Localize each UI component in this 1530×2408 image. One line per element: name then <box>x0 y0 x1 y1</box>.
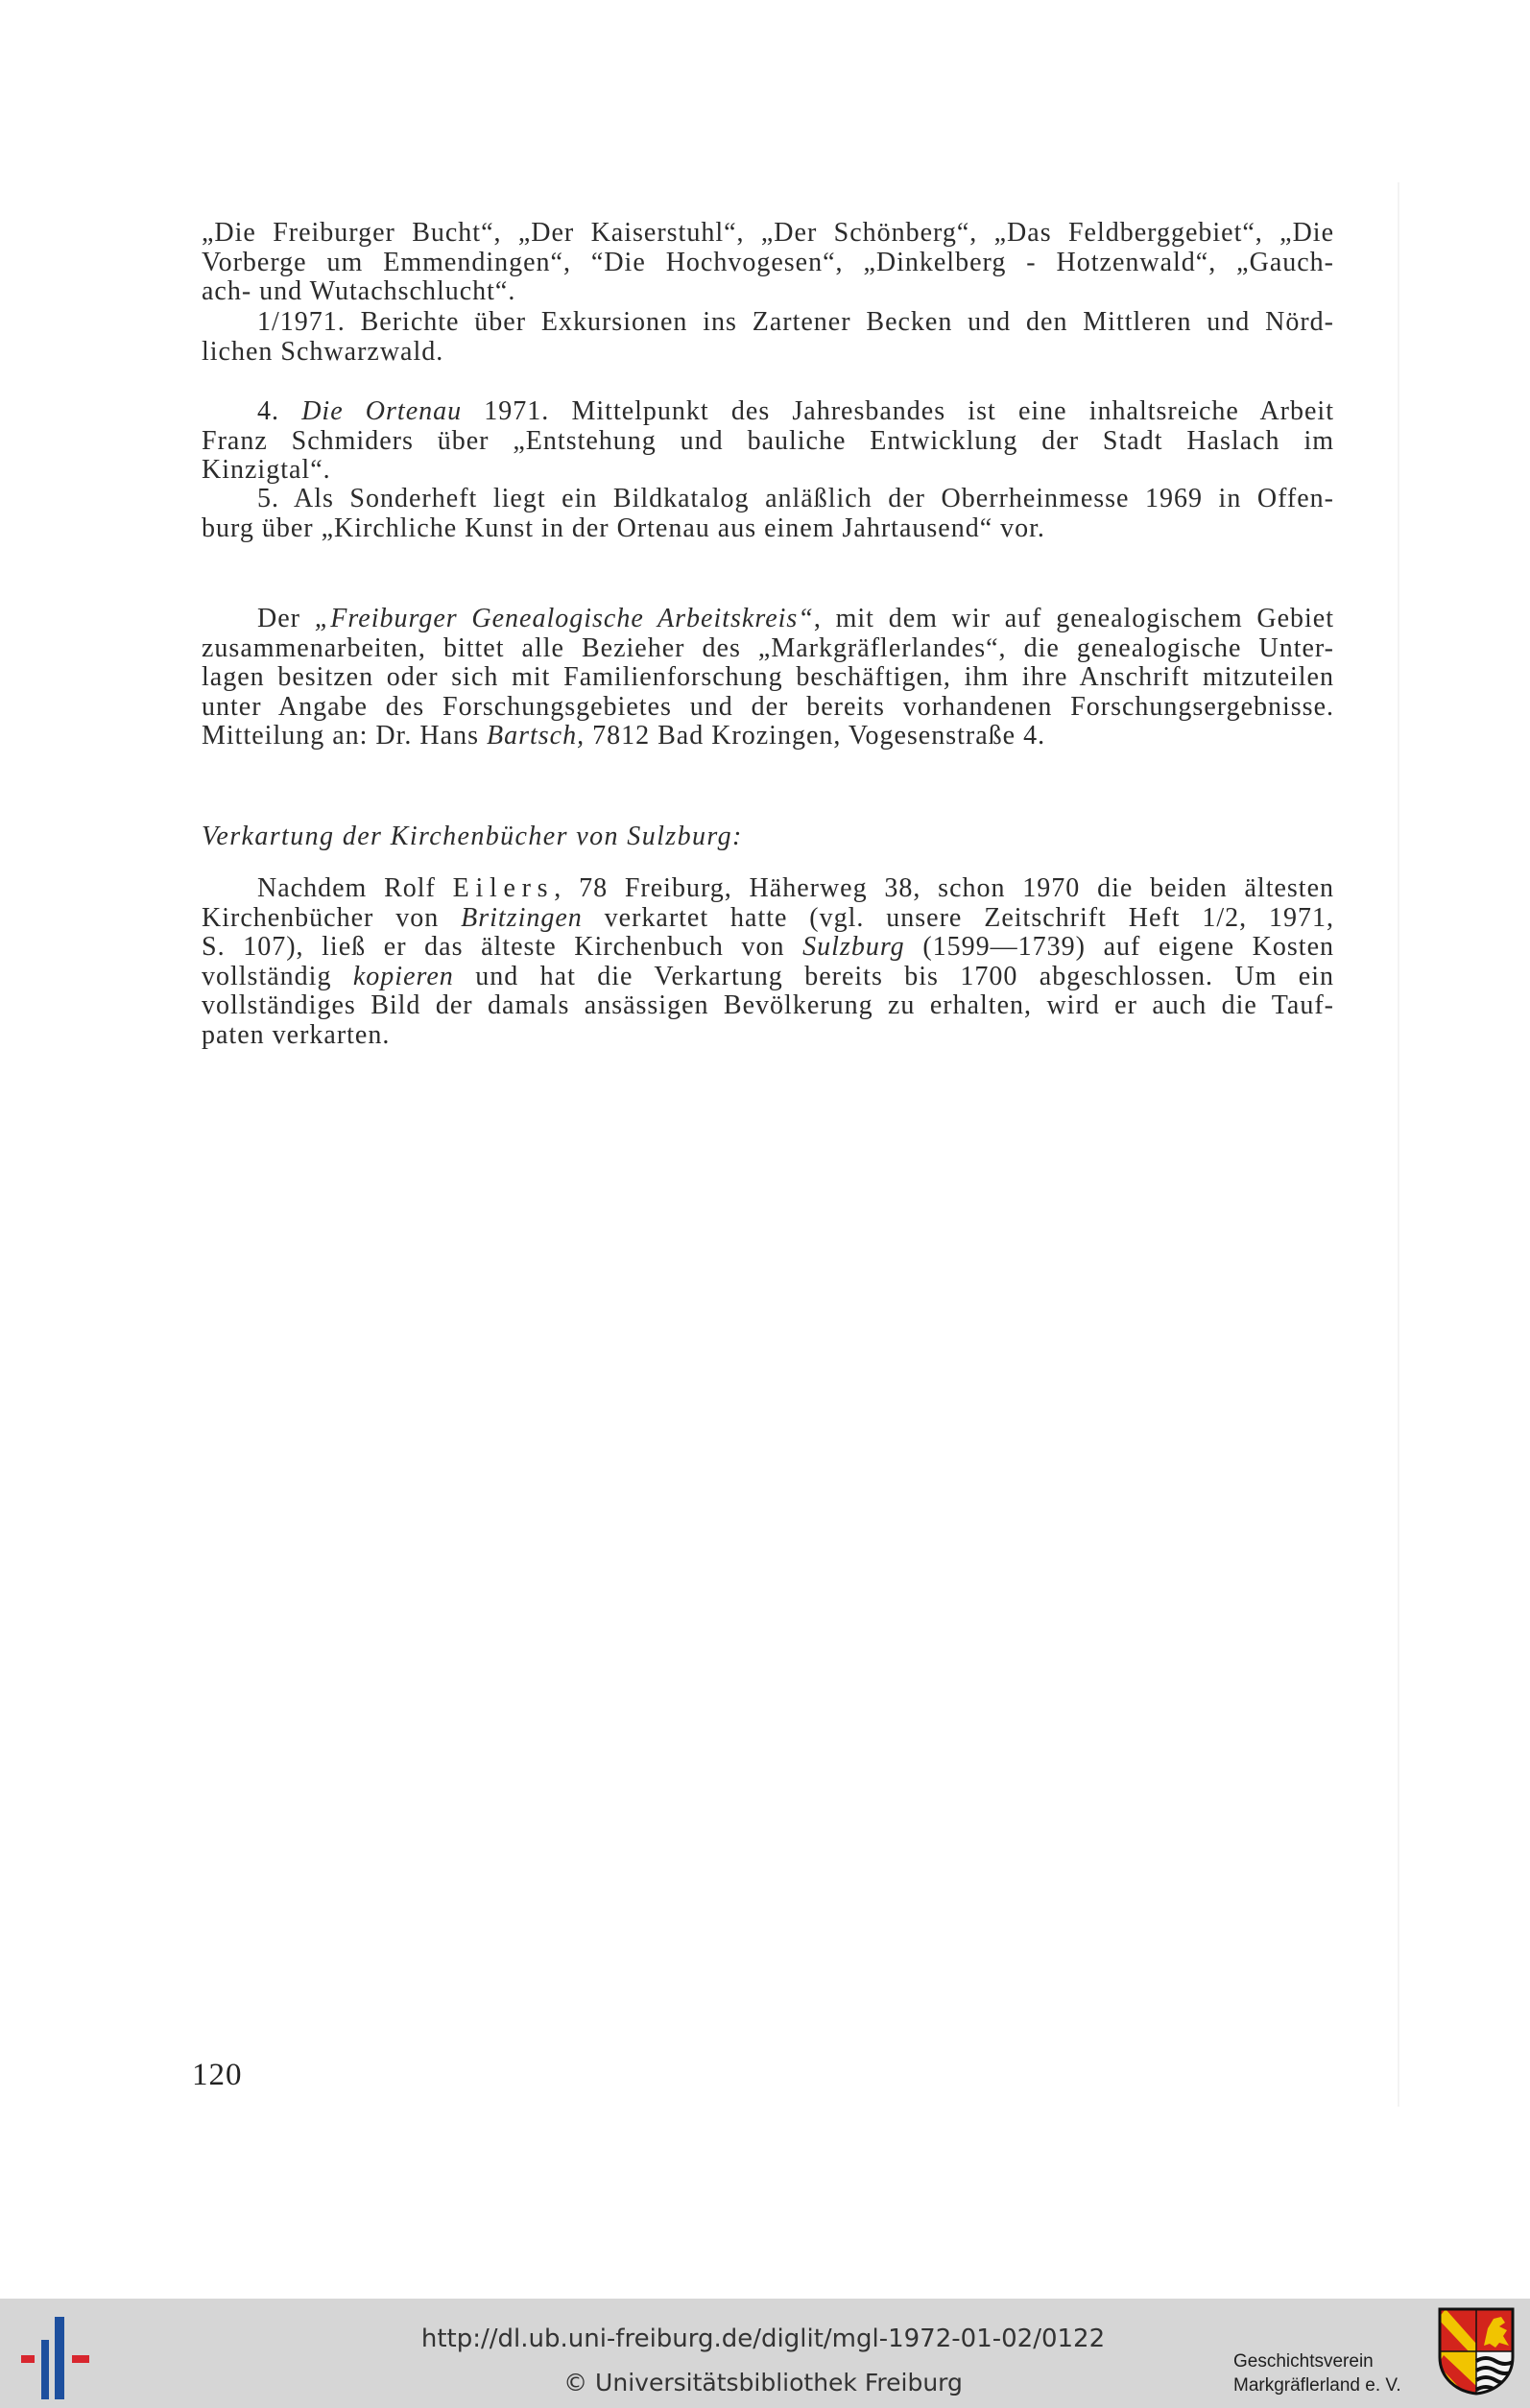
text-line <box>202 722 1334 751</box>
text-run: Kinzigtal“. <box>202 455 331 485</box>
text-line <box>202 634 1334 664</box>
text-run: Kirchenbücher von <box>202 902 462 933</box>
text-run: unter Angabe des Forschungsgebietes und der bereits vorhandenen Forschungsergebnisse. <box>202 691 1334 722</box>
text-run: vollständiges Bild der damals ansässigen Bevölkerung zu erhalten, wird er auch die Tauf- <box>202 990 1334 1020</box>
page-number: 120 <box>192 2058 243 2092</box>
text-line <box>202 397 1334 427</box>
emphasized-text: Die Ortenau <box>301 396 463 426</box>
text-line <box>202 663 1334 693</box>
text-run: 5. Als Sonderheft liegt ein Bildkatalog anläßlich der Oberrheinmesse 1969 in Offen- <box>257 484 1334 513</box>
text-run: verkartet hatte (vgl. unsere Zeitschrift Heft 1/2, 1971, <box>582 902 1334 933</box>
text-run: 4. <box>257 396 302 426</box>
text-line <box>202 427 1334 457</box>
text-line <box>202 219 1334 249</box>
coat-of-arms-icon[interactable] <box>1438 2307 1515 2396</box>
emphasized-text: „Freiburger Genealogische Arbeitskreis“ <box>314 604 814 633</box>
document-url-link[interactable]: http://dl.ub.uni-freiburg.de/diglit/mgl-1972-01-02/0122 <box>420 2325 1106 2353</box>
text-line <box>202 1021 1334 1051</box>
text-run: Mitteilung an: Dr. Hans <box>202 721 487 751</box>
text-run: 7812 Bad Krozingen, Vogesenstraße 4. <box>585 721 1046 751</box>
text-run: (1599—1739) auf eigene Kosten <box>904 932 1334 962</box>
text-line <box>202 308 1334 338</box>
text-line <box>202 904 1334 934</box>
text-line <box>202 485 1334 514</box>
paragraph-ortenau-special-issue <box>202 485 1334 543</box>
text-run: paten verkarten. <box>202 1019 391 1050</box>
section-heading: Verkartung der Kirchenbücher von Sulzburg: <box>202 822 743 851</box>
paragraph-ortenau-1971 <box>202 397 1334 486</box>
text-run: burg über „Kirchliche Kunst in der Ortenau aus einem Jahrtausend“ vor. <box>202 513 1045 543</box>
page-edge-shadow <box>1398 182 1399 2107</box>
text-run: S. 107), ließ er das älteste Kirchenbuch von <box>202 932 803 962</box>
university-library-logo-graphic <box>17 2313 98 2403</box>
coat-of-arms-graphic <box>1438 2307 1515 2396</box>
text-run: lagen besitzen oder sich mit Familienforschung beschäftigen, ihm ihre Anschrift mitzuteilen <box>202 662 1334 692</box>
university-library-logo-icon[interactable] <box>17 2313 98 2403</box>
text-line <box>202 338 1334 368</box>
text-line <box>202 277 1334 307</box>
paragraph-excursions-1971 <box>202 308 1334 367</box>
footer-bar <box>0 2299 1530 2408</box>
text-line <box>202 605 1334 634</box>
text-run: 1/1971. Berichte über Exkursionen ins Zartener Becken und den Mittleren und Nörd- <box>257 307 1334 337</box>
text-run: 1971. Mittelpunkt des Jahresbandes ist eine inhaltsreiche Arbeit <box>462 396 1334 426</box>
text-line <box>202 514 1334 544</box>
text-line <box>202 963 1334 992</box>
paragraph-sulzburg-report <box>202 874 1334 1050</box>
text-run: ach- und Wutachschlucht“. <box>202 276 516 306</box>
text-run: zusammenarbeiten, bittet alle Bezieher des „Markgräflerlandes“, die genealogische Unter- <box>202 632 1334 663</box>
text-line <box>202 456 1334 486</box>
paragraph-genealogy-notice <box>202 605 1334 751</box>
emphasized-text: Bartsch, <box>486 721 586 751</box>
text-run: und hat die Verkartung bereits bis 1700 abgeschlossen. Um ein <box>453 961 1334 991</box>
text-run: vollständig <box>202 961 353 991</box>
emphasized-text: kopieren <box>352 961 454 991</box>
society-name-line1: Geschichtsverein <box>1233 2351 1374 2372</box>
paragraph-series-titles <box>202 219 1334 307</box>
text-line <box>202 249 1334 278</box>
text-run: Franz Schmiders über „Entstehung und bauliche Entwicklung der Stadt Haslach im <box>202 425 1334 456</box>
emphasized-text: Sulzburg <box>802 932 905 962</box>
text-run: Nachdem Rolf <box>257 873 453 903</box>
text-line <box>202 693 1334 723</box>
text-line <box>202 933 1334 963</box>
text-run: Vorberge um Emmendingen“, “Die Hochvogesen“, „Dinkelberg - Hotzenwald“, „Gauch- <box>202 247 1334 277</box>
text-run: , 78 Freiburg, Häherweg 38, schon 1970 die beiden ältesten <box>554 873 1335 903</box>
emphasized-text: Britzingen <box>461 902 583 933</box>
emphasized-text: Eilers <box>452 873 555 903</box>
text-line <box>202 991 1334 1021</box>
text-line <box>202 874 1334 904</box>
society-name-line2: Markgräflerland e. V. <box>1233 2375 1401 2396</box>
copyright-notice: © Universitätsbibliothek Freiburg <box>563 2369 963 2396</box>
text-run: „Die Freiburger Bucht“, „Der Kaiserstuhl“, „Der Schönberg“, „Das Feldberggebiet“, „Die <box>202 218 1334 248</box>
text-run: , mit dem wir auf genealogischem Gebiet <box>813 604 1334 633</box>
text-run: lichen Schwarzwald. <box>202 336 444 367</box>
text-run: Der <box>257 604 315 633</box>
